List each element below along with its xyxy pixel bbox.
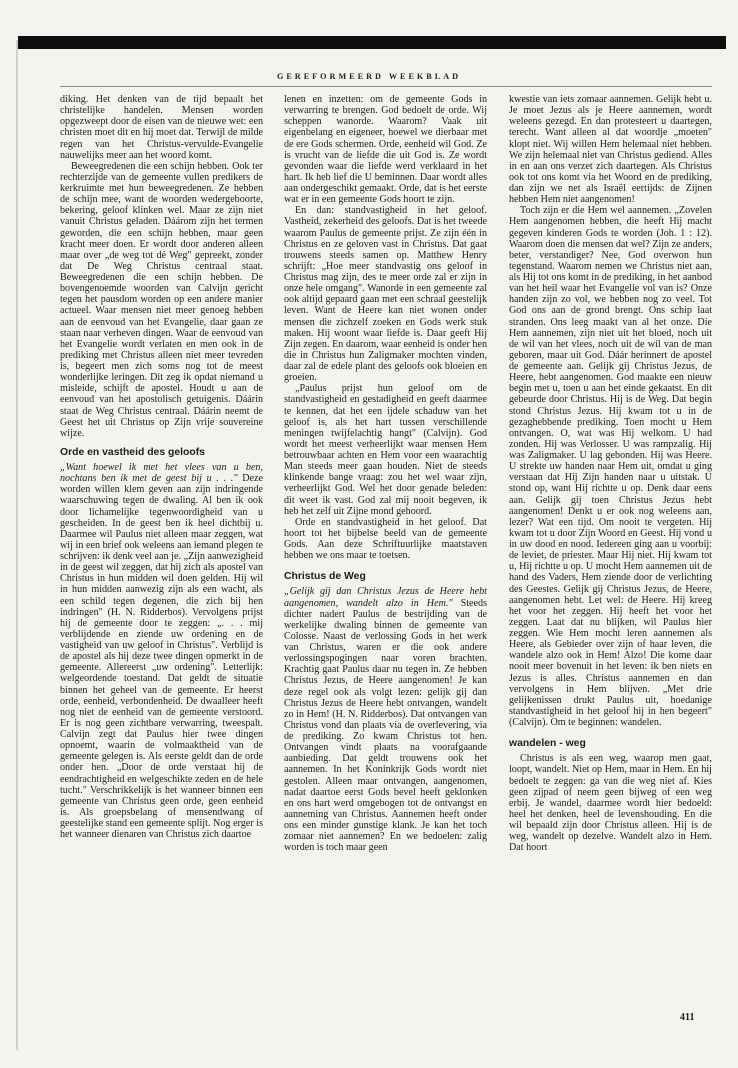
paragraph: lenen en inzetten: om de gemeente Gods in verwarring te brengen. God bedoelt de orde. Wij scheppen wanorde. Waarom? Vaak uit eigenbelang en eigeneer, hoewel we dierbaar met de ere Gods schermen. Orde, eenheid wil God. Ze is vrucht van de liefde die uit God is. Ze wordt gevonden waar die liefde werd verklaard in het hart. Ik heb lief die U beminnen. Daar wordt alles aan ondergeschikt gemaakt. Orde, dat is het eerste wat er in een gemeente Gods hoort te zijn. [284,94,487,206]
paragraph-text: Deze worden willen klem geven aan zijn indringende waarschuwing tegen de dwaling. Al ben ik ook door lichamelijke tegenwoordigheid van u gescheiden. In de geest ben ik heel dichtbij u. Daarmee wil Paulus niet alleen maar zeggen, wat wij in een brief ook weleens aan iemand plegen te schrijven: ik denk veel aan je. „Zijn aanwezigheid in de geest wil zeggen, dat hij zich als apostel van Christus in hun midden wil doen gelden. Hij wil in hun midden aanwezig zijn als een wacht, als een schild tegen degenen, die zich bij hen indringen" (H. N. Ridderbos). Vervolgens prijst hij de gemeente door te zeggen: „. . . mij verblijdende en ziende uw ordening en de vastigheid van uw geloof in Christus". Verblijd is de apostel als hij deze twee dingen opmerkt in de gemeente. Allereerst „uw ordening". Letterlijk: welgeordende toestand. Dat geldt de situatie binnen het geheel van de gemeente. Er heerst orde, eenheid, verbondenheid. De dwaalleer heeft nog niet de eenheid van de gemeente verstoord. Er is nog geen zichtbare verwarring, tweespalt. Calvijn zegt dat Paulus hier twee dingen opnoemt, waarin de volmaaktheid van de gemeente gelegen is. Als eerste geldt dan de orde onder hen. „Door de orde verstaat hij de eendrachtigheid en welgeschikte zeden en de hele tucht." Verschrikkelijk is het wanneer binnen een gemeente van Christus geen orde, geen eenheid is. Als groepsbelang of mensendwang of geestelijke stand een gemeente splijt. Nog erger is het wanneer dienaren van Christus zich daartoe [60,473,263,841]
paragraph: Toch zijn er die Hem wel aannemen. „Zovelen Hem aangenomen hebben, die heeft Hij macht gegeven kinderen Gods te worden (Joh. 1 : 12). Waarom doen die mensen dat wel? Zijn ze anders, beter, verstandiger? Nee, God overwon hun tegenstand. Waarom nemen we Christus niet aan, als Hij tot ons komt in de prediking, in het aanbod van het heil waar het Evangelie vol van is? Onze handen zijn zo vol, we hebben nog zo veel. Tot God ons aan de grond brengt. Ons schip laat stranden. Ons leeg maakt van al het onze. Die Hem aannemen, zijn niet uit het bloed, noch uit de wil van het vlees, noch uit de wil van de man geboren, maar uit God. Dáár herinnert de apostel de gemeente aan. Gelijk gij Christus Jezus, de Heere, hebt aangenomen. God maakte een nieuw begin met u, toen u aan het einde gekaatst. En dit gebeurde door Christus. Hij is de Weg. Dat begin stond Christus Jezus. Hij kwam tot u in de gezaghebbende prediking. Toen mocht u Hem ontvangen. O, wat was Hij welkom. U had zonden. Hij was Verlosser. U was rampzalig. Hij was Zaligmaker. U lag gebonden. Hij was Heere. U strekte uw handen naar Hem uit, omdat u ging verstaan dat Hij Zijn handen naar u uitstak. U stond op, want Hij richtte u op. Denk daar eens aan. Gelijk gij toen Christus Jezus hebt aangenomen! Denkt u er ook nog weleens aan, lezer? Wat een tijd. Om nooit te vergeten. Hij kwam tot u door Zijn Woord en Geest. Hij vond u in uw dood en nood. Iedereen ging aan u voorbij: de leviet, de priester. Maar Hij niet. Hij kwam tot u, Hij richtte u op. U mocht Hem aannemen uit de hand des Vaders, Hem ziende door de verlichting des Geestes. Gelijk gij Christus Jezus, de Heere, aangenomen hebt. Let wel: de Heere. Hij kreeg het voor het zeggen. Hij heeft het voor het zeggen. Laat dat nu blijken, wil Paulus hier zeggen. Wie Hem mocht leren aannemen als Heere, als Gebieder over zijn of haar leven, die wandele alzo ook in Hem! Alzo! Die kome daar nooit meer bovenuit in het leven: ik ben niets en Jezus is alles. Christus aannemen en dan vervolgens in Hem blijven. „Met drie gelijkenissen drukt Paulus uit, hoedanige standvastigheid in het geloof hij in hen begeert" (Calvijn). Om te beginnen: wandelen. [509,205,712,728]
paragraph: Beweegredenen die een schijn hebben. Ook ter rechterzijde van de gemeente vullen predikers de kerkruimte met hun beweegredenen. Ze hebben de schijn mee, want de woorden wedergeboorte, bekering, geloof klinken wel. Maar ze zijn niet vanuit Christus geladen. Dáárom zijn het termen geworden, die een schijn hebben, maar geen kracht meer doen. Er wordt door anderen alleen maar over „de weg tot dé Weg" gepreekt, zonder dat De Weg Christus centraal staat. Beweegredenen die een schijn hebben. De bovengenoemde woorden van Calvijn gericht tegen het pausdom worden op een andere manier actueel. Waar mensen niet meer genoeg hebben aan de eenvoud van het Evangelie, daar gaan ze staan naar verheven dingen. Waar de eenvoud van het Evangelie wordt verlaten en men ook in de prediking met Christus alleen niet meer tevreden is, begeert men zich soms nog tot de meest wonderlijke leringen. Dit zeg ik opdat niemand u misleide, schijft de apostel. Houdt u aan de eenvoud van het apostolisch getuigenis. Dáárin staat de Weg Christus centraal. Dáárin neemt de Geest het uit Christus op Zijn vrije souvereine wijze. [60,160,263,439]
scripture-quote: „Want hoewel ik met het vlees van u ben, nochtans ben ik met de geest bij u . . ." [60,462,263,485]
paragraph [60,462,263,840]
header-rule [60,86,712,87]
header-bar [18,36,726,49]
paragraph: Orde en standvastigheid in het geloof. Dat hoort tot het bijbelse beeld van de gemeente Gods. Aan deze Schriftuurlijke maatstaven hebben we ons maar te toetsen. [284,516,487,562]
section-heading: wandelen - weg [509,738,586,750]
paragraph-text: Steeds dichter nadert Paulus de bestrijding van de werkelijke dwaling binnen de gemeente van Colosse. Naast de verlossing Gods in het werk van Christus, waren er die ook andere verlossingspogingen naar voren brachten. Krachtig gaat Paulus daar nu tegen in. Ze hebben Christus Jezus, de Heere aangenomen! Je kan deze regel ook als volgt lezen: gelijk gij dan Christus Jezus de Heere hebt ontvangen, wandelt zo in Hem! (H. N. Ridderbos). Dat ontvangen van Christus vond dan plaats via de overlevering, via de prediking. Zo kwam Christus tot hen. Ontvangen vindt plaats na voorafgaande aanbieding. Dat geldt trouwens ook het aannemen. In het Koninkrijk Gods wordt niet gestolen. Alleen maar ontvangen, aangenomen, nadat daartoe eerst Gods bevel heeft geklonken en ons hart werd omgebogen tot de ontvangst en aanneming van Christus. Aannemen heeft onder ons een minder gunstige klank. Je kan het toch zomaar niet aannemen? En we bedoelen: zalig worden is toch maar geen [284,597,487,854]
page-number: 411 [680,1012,695,1023]
masthead: GEREFORMEERD WEEKBLAD [276,72,462,81]
column-1 [60,94,263,840]
paragraph: diking. Het denken van de tijd bepaalt het christelijke handelen. Mensen worden opgezweept door de eisen van de nieuwe wet: een christen moet dit en hij moet dat. Terwijl de milde regen van het Christus-vervulde-Evangelie nauwelijks meer aan het woord komt. [60,94,263,161]
section-heading: Christus de Weg [284,571,366,583]
paragraph: Christus is als een weg, waarop men gaat, loopt, wandelt. Niet op Hem, maar in Hem. En hij bedoelt te zeggen: ga van die weg niet af. Kies geen zijpad of neem geen bijweg of een weg erbij. Je wandel, daarmee wordt hier bedoeld: heel het denken, heel de levenshouding. En die wil bepaald zijn door Christus alleen. Hij is de weg, wandelt op dezelve. Wandelt alzo in Hem. Dat hoort [509,753,712,854]
scripture-quote: „Gelijk gij dan Christus Jezus de Heere hebt aangenomen, wandelt alzo in Hem." [284,586,487,609]
column-2 [284,94,487,853]
paragraph: En dan: standvastigheid in het geloof. Vastheid, zekerheid des geloofs. Dat is het tweede waarom Paulus de gemeente prijst. Ze zijn één in Christus en ze geloven vast in Christus. Dat gaat trouwens steeds samen op. Matthew Henry schrijft: „Hoe meer standvastig ons geloof in Christus mag zijn, des te meer orde zal er zijn in onze hele omgang". Wanorde in een gemeente zal ook altijd gepaard gaan met een schraal geestelijk leven. Want de Heere kan niet wonen onder mensen die zichzelf zoeken en Gods werk stuk maken. Hij woont waar liefde is. Daar geeft Hij Zijn zegen. En daarom, waar eenheid is onder hen die in Christus hun Zaligmaker mochten vinden, daar zal de edele plant des geloofs ook bloeien en groeien. [284,205,487,384]
section-heading: Orde en vastheid des geloofs [60,446,205,458]
column-3 [509,94,712,853]
paragraph: „Paulus prijst hun geloof om de standvastigheid en gestadigheid en geeft daarmee te kennen, dat het een ijdele schaduw van het geloof is, als het hart tussen verschillende meningen twijfelachtig hangt" (Calvijn). God wordt het meest verheerlijkt waar mensen Hem betrouwbaar achten en Hem voor een waarachtig Man steeds meer gaan houden. Niet de steeds klinkende bange vraag: zou het wel waar zijn, verheerlijkt God. Wel het door genade beleden: dit weet ik vast. God zal mij nooit begeven, ik heb het zelf uit Zijne mond gehoord. [284,383,487,517]
paragraph [284,586,487,853]
paragraph: kwestie van iets zomaar aannemen. Gelijk hebt u. Je moet Jezus als je Heere aannemen, wordt weleens gezegd. En dan protesteert u daartegen, terecht. Want alleen al dat woordje „moeten" klopt niet. Wij willen Hem helemaal niet hebben. We zijn helemaal niet van Christus gediend. Alles in en aan ons verzet zich daartegen. Als Christus ook tot ons komt via het Woord en de prediking, dan zijn we net als Israël eertijds: de Zijnen hebben Hem niet aangenomen! [509,94,712,206]
scan-edge [16,40,18,1050]
